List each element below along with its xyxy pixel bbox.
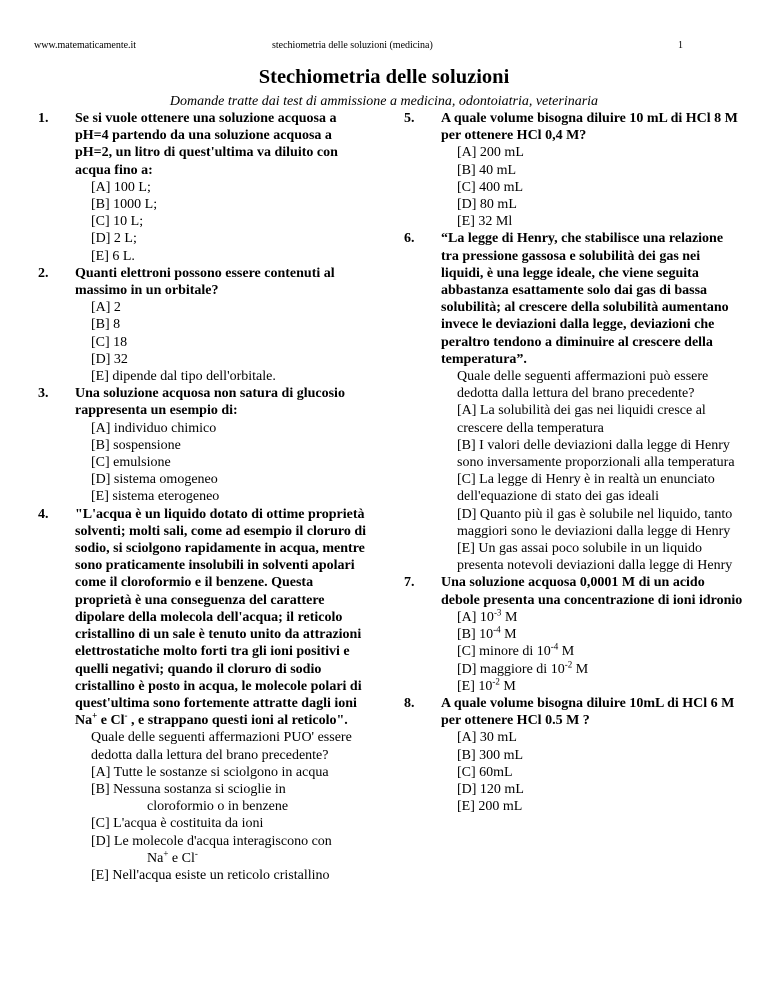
answer-option: [A] 100 L; (91, 179, 151, 195)
question-text: Quanti elettroni possono essere contenuti al massimo in un orbitale? (75, 265, 335, 299)
superscript: -2 (564, 658, 573, 669)
question-5 (404, 110, 744, 230)
answer-option: [D] 2 L; (91, 231, 137, 247)
answer-option-continued (75, 850, 368, 867)
answer-option: [D] 80 mL (457, 197, 517, 213)
answer-option: [D] 32 (91, 351, 128, 367)
answer-option (441, 678, 744, 695)
question-text: Una soluzione acquosa 0,0001 M di un acido debole presenta una concentrazione di ioni idronio (441, 575, 743, 608)
answer-option: [E] Un gas assai poco solubile in un liquido presenta notevoli deviazioni dalla legge di Henry (457, 541, 733, 574)
header-site: www.matematicamente.it (34, 40, 137, 51)
page-subtitle: Domande tratte dai test di ammissione a medicina, odontoiatria, veterinaria (169, 94, 599, 109)
superscript: -3 (493, 607, 502, 618)
superscript: -4 (550, 641, 559, 652)
option-text: M (558, 644, 575, 660)
question-number: 6. (404, 231, 415, 247)
answer-option: [C] La legge di Henry è in realtà un enunciato dell'equazione di stato dei gas ideali (457, 472, 715, 505)
passage-text: , e strappano questi ioni al reticolo". (127, 713, 348, 729)
question-text: Se si vuole ottenere una soluzione acquosa a pH=4 partendo da una soluzione acquosa a pH=2, un litro di quest'ultima va diluito con acqua fino a: (75, 111, 338, 178)
superscript: + (163, 848, 169, 859)
answer-option: [C] emulsione (91, 455, 171, 471)
option-text: e Cl (168, 850, 195, 866)
answer-option (441, 609, 744, 626)
question-number: 1. (38, 111, 49, 126)
question-passage: “La legge di Henry, che stabilisce una relazione tra pressione gassosa e solubilità dei gas nei liquidi, è una legge ideale, che viene seguita abbastanza esattamente solo dai gas di bassa solubilità; al crescere della solubilità aumentano invece le deviazioni dalla legge, deviazioni che peraltro tendono a diminuire al crescere della temperatura”. (441, 231, 729, 367)
answer-option: [B] 8 (91, 317, 121, 333)
question-text: A quale volume bisogna diluire 10mL di HCl 6 M per ottenere HCl 0.5 M ? (441, 695, 735, 729)
superscript: -4 (493, 624, 501, 635)
answer-option: [B] Nessuna sostanza si scioglie in (91, 781, 286, 797)
option-text: [A] 10 (457, 609, 494, 625)
answer-option: [B] sospensione (91, 437, 181, 453)
answer-option: [C] 400 mL (457, 179, 524, 195)
option-text: [E] 10 (457, 678, 493, 694)
answer-option: [E] 6 L. (91, 248, 135, 264)
option-text: M (499, 678, 516, 694)
question-text: Una soluzione acquosa non satura di glucosio rappresenta un esempio di: (75, 386, 345, 419)
superscript: -2 (492, 676, 500, 687)
question-2 (38, 265, 368, 385)
answer-option (441, 626, 744, 643)
question-passage (75, 506, 368, 730)
question-prompt: Quale delle seguenti affermazioni può essere dedotta dalla lettura del brano precedente? (457, 369, 709, 402)
answer-option: [A] 30 mL (457, 730, 517, 746)
question-4 (38, 506, 368, 884)
answer-option (441, 658, 744, 678)
answer-option: [E] 200 mL (457, 799, 523, 815)
passage-text: e Cl (97, 713, 125, 729)
answer-option: [E] Nell'acqua esiste un reticolo cristallino (91, 867, 330, 883)
question-number: 4. (38, 506, 49, 522)
answer-option: [D] Le molecole d'acqua interagiscono con (91, 833, 332, 849)
answer-option: [B] I valori delle deviazioni dalla legge di Henry sono inversamente proporzionali alla temperatura (457, 437, 735, 471)
superscript: - (194, 848, 198, 859)
header-document-name: stechiometria delle soluzioni (medicina) (272, 40, 433, 51)
answer-option (441, 643, 744, 660)
question-7 (404, 574, 744, 694)
question-number: 7. (404, 575, 415, 591)
answer-option: [B] 40 mL (457, 162, 517, 178)
superscript: - (124, 710, 128, 721)
answer-option: [A] Tutte le sostanze si sciolgono in acqua (91, 764, 329, 780)
answer-option: [D] Quanto più il gas è solubile nel liquido, tanto maggiori sono le deviazioni dalla legge di Henry (457, 506, 733, 539)
answer-option: [B] 1000 L; (91, 197, 158, 213)
question-text: A quale volume bisogna diluire 10 mL di HCl 8 M per ottenere HCl 0,4 M? (441, 111, 738, 144)
option-text: [C] minore di 10 (457, 644, 551, 660)
header-page-number: 1 (678, 40, 683, 51)
answer-option: [C] 10 L; (91, 214, 144, 230)
question-number: 8. (404, 695, 415, 711)
answer-option: [C] 18 (91, 334, 128, 350)
answer-option: [C] 60mL (457, 764, 513, 780)
question-6 (404, 230, 744, 574)
option-text: M (500, 627, 517, 643)
answer-option: [E] sistema eterogeneo (91, 489, 220, 505)
question-prompt: Quale delle seguenti affermazioni PUO' essere dedotta dalla lettura del brano precedente? (91, 730, 352, 763)
option-text: Na (147, 850, 164, 866)
answer-option: [A] individuo chimico (91, 420, 217, 436)
page-title: Stechiometria delle soluzioni (258, 66, 510, 88)
answer-option: [A] 2 (91, 300, 121, 316)
option-text: M (501, 609, 518, 625)
question-number: 5. (404, 111, 415, 126)
answer-option-continued: cloroformio o in benzene (147, 799, 289, 815)
answer-option: [E] 32 Ml (457, 214, 513, 230)
answer-option: [D] sistema omogeneo (91, 472, 218, 488)
question-8 (404, 695, 744, 815)
option-text: M (572, 661, 589, 677)
question-number: 2. (38, 265, 49, 281)
superscript: + (92, 710, 98, 721)
right-column (404, 110, 744, 815)
answer-option: [B] 300 mL (457, 747, 524, 763)
option-text: [B] 10 (457, 627, 494, 643)
option-text: [D] maggiore di 10 (457, 661, 565, 677)
answer-option: [C] L'acqua è costituita da ioni (91, 816, 264, 832)
answer-option: [A] 200 mL (457, 145, 524, 161)
question-1 (38, 110, 368, 265)
left-column (38, 110, 368, 884)
question-number: 3. (38, 386, 49, 402)
answer-option: [A] La solubilità dei gas nei liquidi cresce al crescere della temperatura (457, 403, 706, 436)
passage-text: "L'acqua è un liquido dotato di ottime proprietà solventi; molti sali, come ad esempio il cloruro di sodio, si sciolgono rapidamente in acqua, mentre sono praticamente insolubili in solventi apolari come il cloroformio e il benzene. Questa proprietà è una conseguenza del carattere dipolare della molecola dell'acqua; il reticolo cristallino di un sale è tenuto unito da attrazioni elettrostatiche molto forti tra gli ioni positivi e quelli negativi; quando il cloruro di sodio cristallino è posto in acqua, le molecole polari di quest'ultima sono fortemente attratte dagli ioni Na (75, 506, 366, 729)
answer-option: [D] 120 mL (457, 781, 524, 797)
question-3 (38, 385, 368, 505)
answer-option: [E] dipende dal tipo dell'orbitale. (91, 369, 276, 385)
